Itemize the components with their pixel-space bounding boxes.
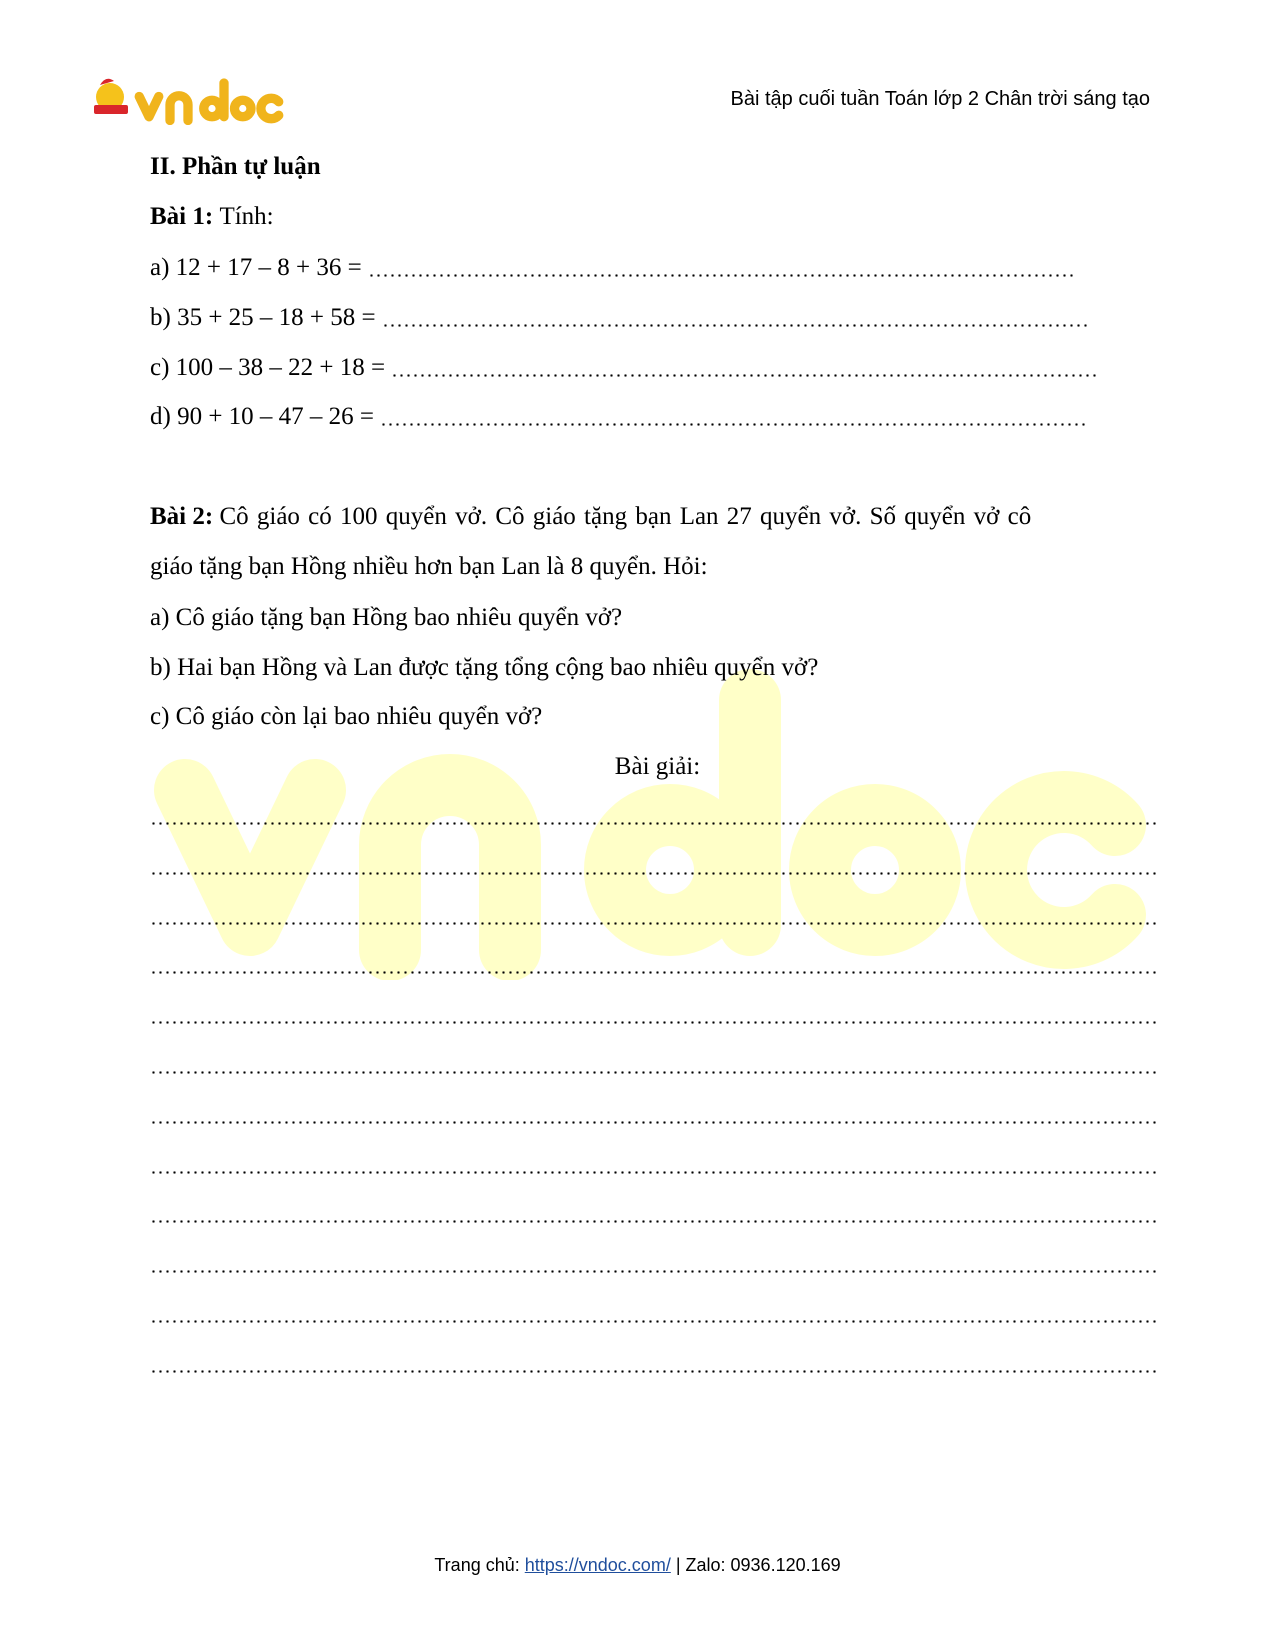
- header-title: Bài tập cuối tuần Toán lớp 2 Chân trời sáng tạo: [730, 88, 1150, 110]
- solution-label: Bài giải:: [614, 753, 701, 780]
- answer-line[interactable]: [150, 971, 1157, 974]
- answer-line[interactable]: [150, 922, 1157, 925]
- bai2-text-line2: giáo tặng bạn Hồng nhiều hơn bạn Lan là 8 quyển. Hỏi:: [150, 553, 708, 580]
- answer-line[interactable]: [150, 1220, 1157, 1223]
- answer-line[interactable]: [150, 1171, 1157, 1174]
- answer-blank[interactable]: [382, 324, 1087, 327]
- footer: Trang chủ: https://vndoc.com/ | Zalo: 0936.120.169: [434, 1555, 841, 1575]
- homepage-link[interactable]: https://vndoc.com/: [524, 1555, 671, 1575]
- answer-line[interactable]: [150, 1071, 1157, 1074]
- section-title: II. Phần tự luận: [150, 153, 321, 180]
- answer-blank[interactable]: [380, 423, 1085, 426]
- answer-line[interactable]: [150, 1121, 1157, 1124]
- answer-line[interactable]: [150, 1370, 1157, 1373]
- bai1-item-d: d) 90 + 10 – 47 – 26 =: [150, 402, 1085, 432]
- bai2-question-c: c) Cô giáo còn lại bao nhiêu quyển vở?: [150, 703, 543, 730]
- bai2-question-b: b) Hai bạn Hồng và Lan được tặng tổng cộng bao nhiêu quyển vở?: [150, 654, 819, 681]
- answer-line[interactable]: [150, 1270, 1157, 1273]
- bai1-item-a: a) 12 + 17 – 8 + 36 =: [150, 253, 1110, 283]
- bai2-question-a: a) Cô giáo tặng bạn Hồng bao nhiêu quyển vở?: [150, 604, 623, 631]
- answer-blank[interactable]: [391, 374, 1096, 377]
- bai1-item-b: b) 35 + 25 – 18 + 58 =: [150, 303, 1087, 333]
- answer-line[interactable]: [150, 1320, 1157, 1323]
- bai1-item-c: c) 100 – 38 – 22 + 18 =: [150, 353, 1096, 383]
- answer-line[interactable]: [150, 822, 1157, 825]
- answer-blank[interactable]: [368, 274, 1073, 277]
- answer-line[interactable]: [150, 872, 1157, 875]
- bai1-heading: Bài 1: Tính:: [150, 203, 274, 230]
- vndoc-logo: [90, 75, 290, 125]
- bai2-text-line1: Bài 2: Cô giáo có 100 quyển vở. Cô giáo tặng bạn Lan 27 quyển vở. Số quyển vở cô: [150, 503, 1032, 530]
- answer-line[interactable]: [150, 1021, 1157, 1024]
